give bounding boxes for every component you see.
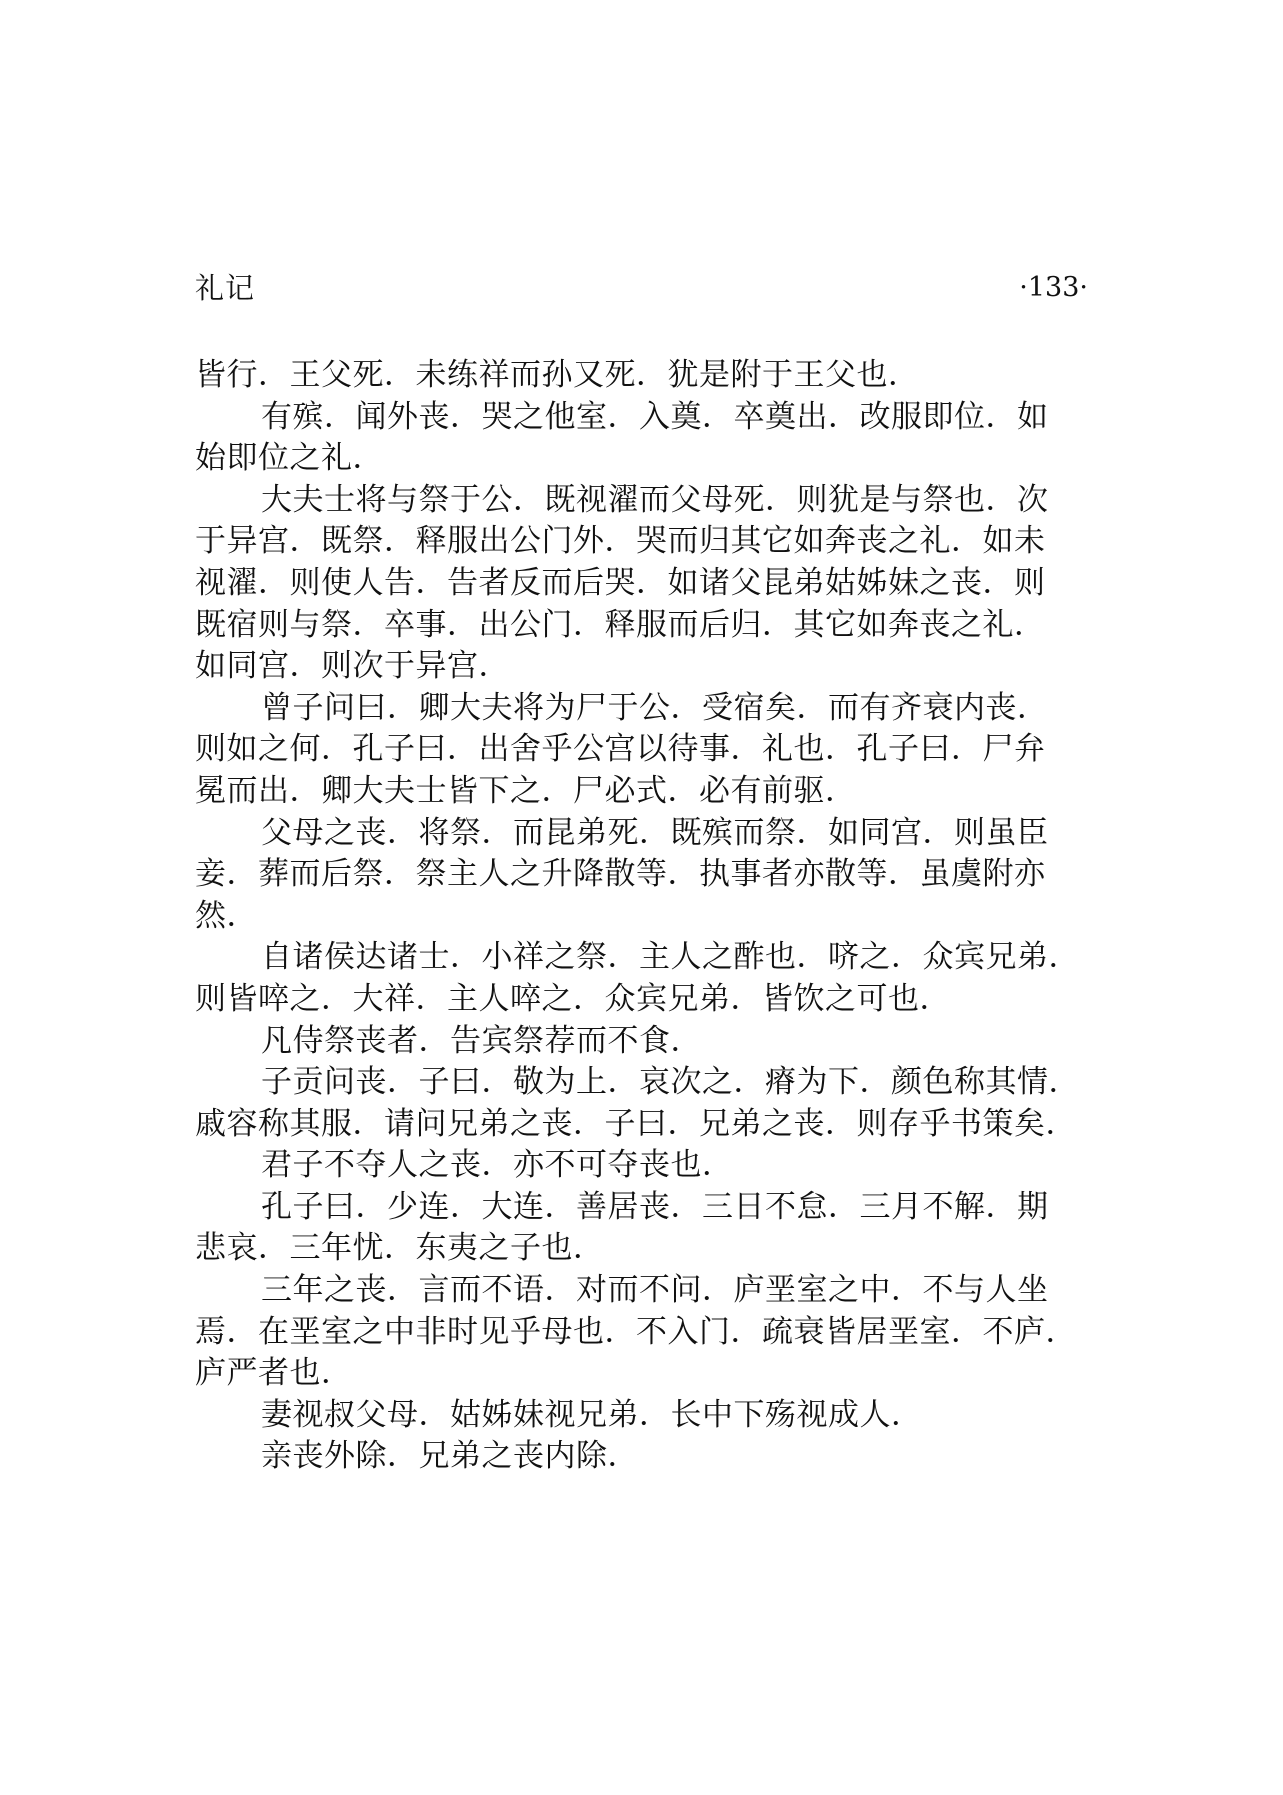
page-number: ·133· xyxy=(1019,272,1088,303)
text-line: 则如之何．孔子曰．出舍乎公宫以待事．礼也．孔子曰．尸弁 xyxy=(195,731,1046,768)
text-line: 妻视叔父母．姑姊妹视兄弟．长中下殇视成人． xyxy=(261,1396,923,1433)
text-line: 三年之丧．言而不语．对而不问．庐垩室之中．不与人坐 xyxy=(261,1272,1049,1309)
text-line: 曾子问曰．卿大夫将为尸于公．受宿矣．而有齐衰内丧． xyxy=(261,689,1049,726)
text-line: 皆行．王父死．未练祥而孙又死．犹是附于王父也． xyxy=(195,357,920,393)
text-line: 有殡．闻外丧．哭之他室．入奠．卒奠出．改服即位．如 xyxy=(261,398,1049,435)
text-line: 戚容称其服．请问兄弟之丧．子曰．兄弟之丧．则存乎书策矣． xyxy=(195,1105,1077,1142)
text-line: 然． xyxy=(195,897,258,934)
text-line: 自诸侯达诸士．小祥之祭．主人之酢也．哜之．众宾兄弟． xyxy=(261,939,1080,976)
text-line: 父母之丧．将祭．而昆弟死．既殡而祭．如同宫．则虽臣 xyxy=(261,814,1049,851)
text-line: 凡侍祭丧者．告宾祭荐而不食． xyxy=(261,1022,702,1059)
text-line: 亲丧外除．兄弟之丧内除． xyxy=(261,1438,639,1475)
text-line: 妾．葬而后祭．祭主人之升降散等．执事者亦散等．虽虞附亦 xyxy=(195,856,1046,893)
text-line: 孔子曰．少连．大连．善居丧．三日不怠．三月不解．期 xyxy=(261,1188,1049,1225)
text-line: 大夫士将与祭于公．既视濯而父母死．则犹是与祭也．次 xyxy=(261,481,1049,518)
text-line: 子贡问丧．子曰．敬为上．哀次之．瘠为下．颜色称其情． xyxy=(261,1064,1080,1101)
text-line: 悲哀．三年忧．东夷之子也． xyxy=(195,1230,605,1267)
text-line: 既宿则与祭．卒事．出公门．释服而后归．其它如奔丧之礼． xyxy=(195,606,1046,643)
text-line: 如同宫．则次于异宫． xyxy=(195,648,510,685)
text-line: 则皆啐之．大祥．主人啐之．众宾兄弟．皆饮之可也． xyxy=(195,980,951,1017)
body-text xyxy=(195,355,1090,1478)
text-line: 庐严者也． xyxy=(195,1355,353,1392)
text-line: 于异宫．既祭．释服出公门外．哭而归其它如奔丧之礼．如未 xyxy=(195,523,1046,560)
text-line: 冕而出．卿大夫士皆下之．尸必式．必有前驱． xyxy=(195,772,857,809)
book-title: 礼记 xyxy=(195,271,256,305)
text-line: 始即位之礼． xyxy=(195,440,384,477)
page-header xyxy=(195,268,1088,308)
text-line: 焉．在垩室之中非时见乎母也．不入门．疏衰皆居垩室．不庐． xyxy=(195,1313,1077,1350)
text-line: 君子不夺人之丧．亦不可夺丧也． xyxy=(261,1147,734,1184)
text-line: 视濯．则使人告．告者反而后哭．如诸父昆弟姑姊妹之丧．则 xyxy=(195,564,1046,601)
